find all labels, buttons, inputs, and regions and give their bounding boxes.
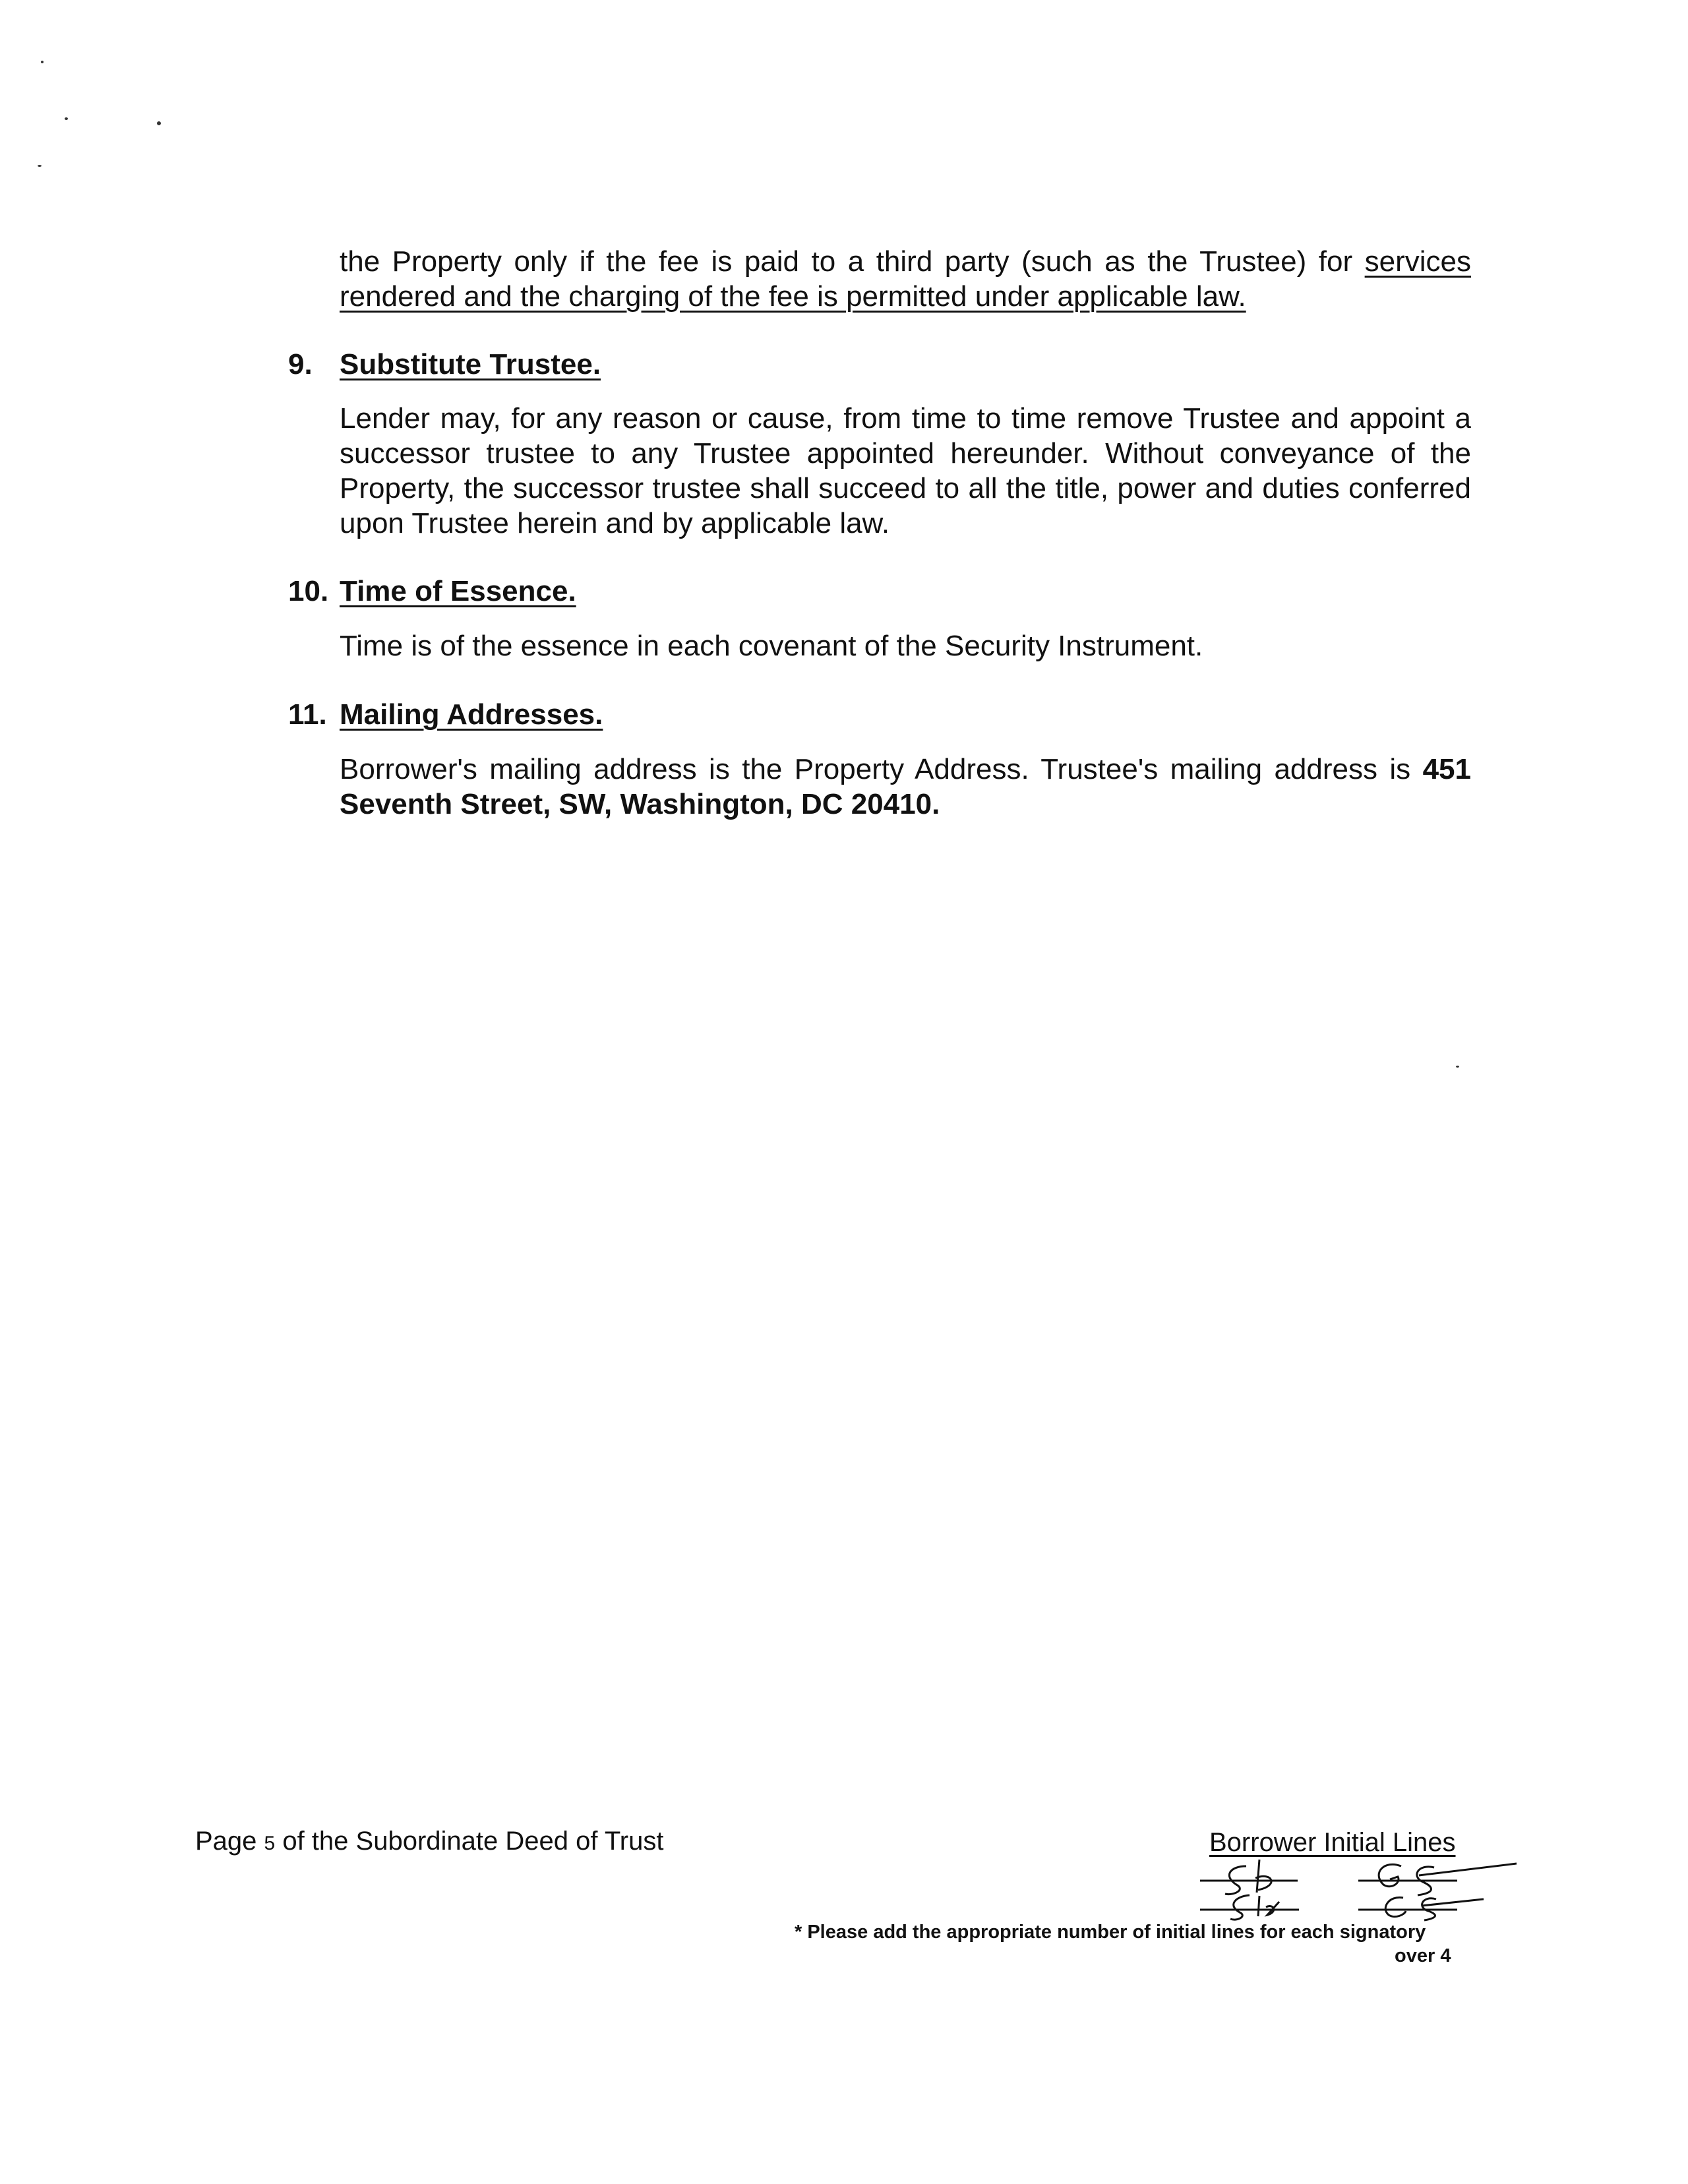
section-title: Substitute Trustee. bbox=[340, 348, 601, 380]
scan-speck bbox=[41, 61, 44, 63]
scan-speck bbox=[157, 121, 161, 125]
page-footer-label bbox=[195, 1825, 663, 1860]
section-number: 11. bbox=[288, 698, 327, 731]
trustee-address: 451 Seventh Street, SW, Washington, DC 20410. bbox=[340, 753, 1471, 820]
section-body-10: Time is of the essence in each covenant of the Security Instrument. bbox=[340, 630, 1203, 662]
section-title: Mailing Addresses. bbox=[340, 698, 603, 731]
initial-lines-footnote: * Please add the appropriate number of initial lines for each signatory bbox=[795, 1922, 1426, 1943]
section-title: Time of Essence. bbox=[340, 575, 576, 607]
continuation-text: the Property only if the fee is paid to a third party (such as the Trustee) for bbox=[340, 245, 1365, 278]
handwritten-initials bbox=[1174, 1846, 1530, 1932]
page-prefix: Page bbox=[195, 1827, 264, 1856]
page-marker: over 4 bbox=[1395, 1945, 1451, 1966]
continuation-underlined-text: services rendered and the charging of the fee is permitted under applicable law. bbox=[340, 245, 1471, 313]
continuation-paragraph bbox=[340, 244, 1471, 314]
section-heading-11 bbox=[288, 697, 603, 732]
page-suffix: of the Subordinate Deed of Trust bbox=[275, 1827, 664, 1856]
section-body-9: Lender may, for any reason or cause, from time to time remove Trustee and appoint a successor trustee to any Trustee appointed hereunder. Without conveyance of the Property, the successor trustee shall succeed to all the title, power and duties conferred upon Trustee herein and by applicable law. bbox=[340, 402, 1471, 539]
section-heading-10 bbox=[288, 574, 576, 609]
scan-speck bbox=[65, 117, 68, 120]
scan-speck bbox=[1456, 1066, 1459, 1068]
section-number: 9. bbox=[288, 348, 313, 380]
mailing-address-text: Borrower's mailing address is the Property Address. Trustee's mailing address is bbox=[340, 753, 1423, 785]
scan-speck bbox=[38, 165, 42, 167]
section-number: 10. bbox=[288, 575, 329, 607]
page-number: 5 bbox=[264, 1833, 276, 1854]
section-body-11 bbox=[340, 752, 1471, 822]
borrower-initial-lines-label: Borrower Initial Lines bbox=[1209, 1828, 1456, 1857]
section-heading-9 bbox=[288, 347, 601, 382]
